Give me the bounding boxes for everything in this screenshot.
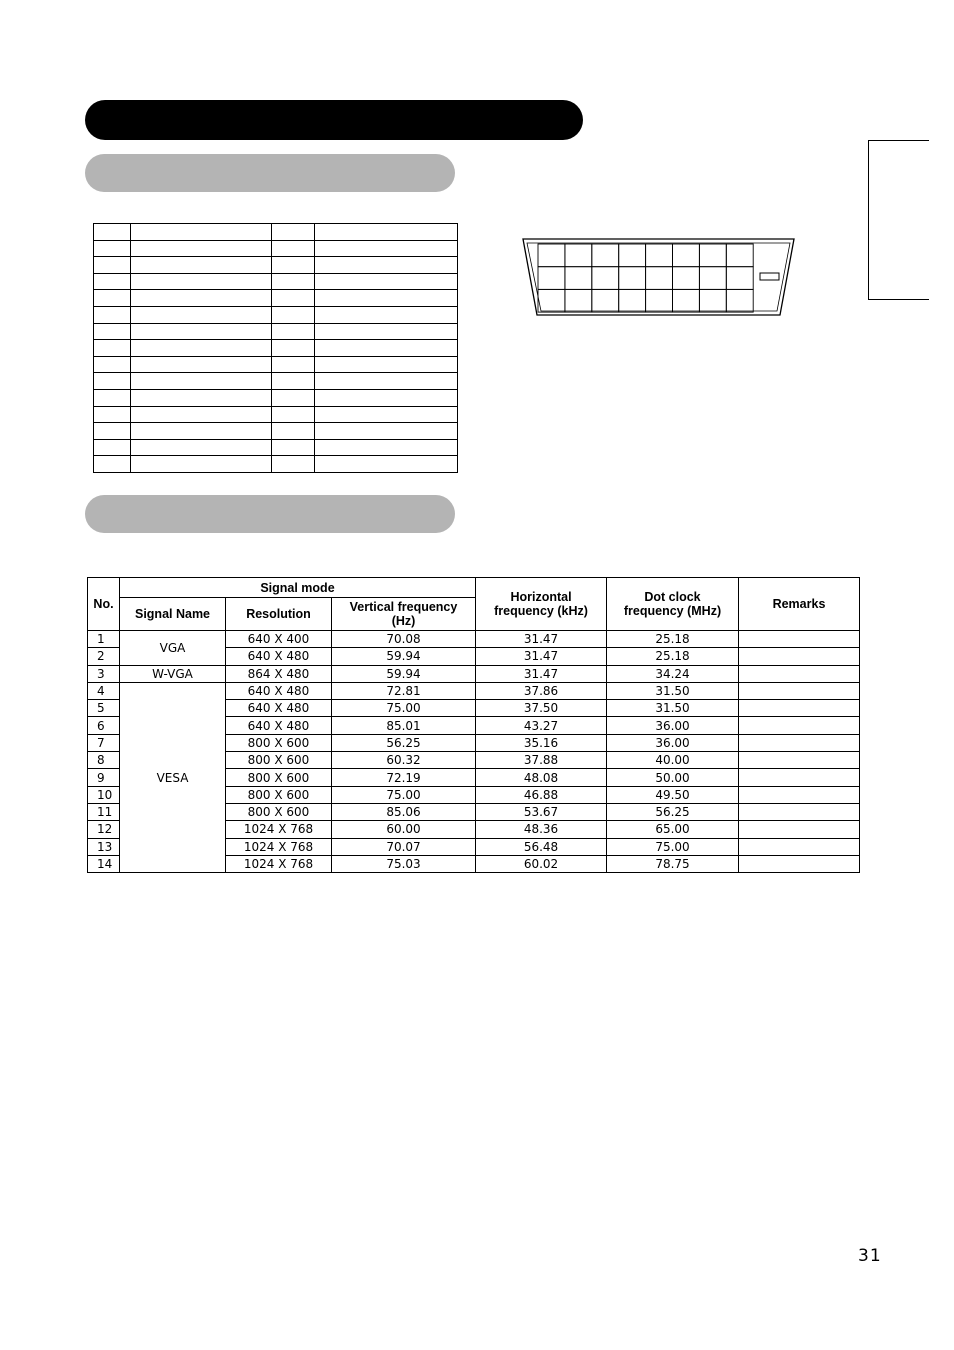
pin-row <box>94 340 458 357</box>
pin-cell <box>131 373 272 390</box>
cell-no: 2 <box>88 648 120 665</box>
cell-vertical-frequency: 56.25 <box>332 734 476 751</box>
connector-pin <box>565 244 592 267</box>
connector-pin <box>565 289 592 312</box>
pin-cell <box>131 323 272 340</box>
cell-horizontal-frequency: 48.36 <box>476 821 607 838</box>
cell-dot-clock: 34.24 <box>607 665 739 682</box>
cell-dot-clock: 31.50 <box>607 682 739 699</box>
pin-cell <box>94 224 131 241</box>
cell-vertical-frequency: 72.19 <box>332 769 476 786</box>
cell-resolution: 1024 X 768 <box>226 855 332 872</box>
pin-row <box>94 373 458 390</box>
pin-cell <box>315 406 458 423</box>
pin-cell <box>272 456 315 473</box>
connector-pin <box>565 267 592 290</box>
pin-cell <box>315 306 458 323</box>
pin-cell <box>94 323 131 340</box>
pin-cell <box>272 373 315 390</box>
cell-no: 1 <box>88 631 120 648</box>
cell-dot-clock: 50.00 <box>607 769 739 786</box>
cell-horizontal-frequency: 48.08 <box>476 769 607 786</box>
cell-remarks <box>739 821 860 838</box>
cell-vertical-frequency: 70.08 <box>332 631 476 648</box>
cell-resolution: 640 X 400 <box>226 631 332 648</box>
cell-no: 3 <box>88 665 120 682</box>
pin-cell <box>94 406 131 423</box>
header-signal-name: Signal Name <box>120 598 226 631</box>
pin-cell <box>131 290 272 307</box>
connector-pin <box>538 289 565 312</box>
pin-row <box>94 456 458 473</box>
pin-assignment-table <box>93 223 458 473</box>
cell-resolution: 640 X 480 <box>226 648 332 665</box>
cell-resolution: 1024 X 768 <box>226 821 332 838</box>
cell-no: 10 <box>88 786 120 803</box>
cell-remarks <box>739 665 860 682</box>
cell-vertical-frequency: 85.06 <box>332 803 476 820</box>
pin-cell <box>131 423 272 440</box>
pin-cell <box>131 240 272 257</box>
pin-row <box>94 290 458 307</box>
connector-pin <box>726 244 753 267</box>
table-row <box>88 631 860 648</box>
pin-cell <box>131 456 272 473</box>
pin-cell <box>272 306 315 323</box>
cell-no: 8 <box>88 752 120 769</box>
pin-cell <box>94 373 131 390</box>
pin-cell <box>272 290 315 307</box>
cell-vertical-frequency: 75.00 <box>332 700 476 717</box>
pin-cell <box>131 439 272 456</box>
cell-no: 9 <box>88 769 120 786</box>
pin-cell <box>94 290 131 307</box>
pin-row <box>94 439 458 456</box>
cell-dot-clock: 78.75 <box>607 855 739 872</box>
cell-vertical-frequency: 75.03 <box>332 855 476 872</box>
pin-cell <box>131 306 272 323</box>
pin-cell <box>315 257 458 274</box>
pin-cell <box>315 240 458 257</box>
connector-pin <box>592 289 619 312</box>
header-dot-clock: Dot clock frequency (MHz) <box>607 578 739 631</box>
pin-cell <box>94 456 131 473</box>
cell-signal-name: VGA <box>120 631 226 666</box>
cell-remarks <box>739 717 860 734</box>
cell-vertical-frequency: 60.32 <box>332 752 476 769</box>
pin-row <box>94 356 458 373</box>
pin-row <box>94 423 458 440</box>
pin-row <box>94 306 458 323</box>
pin-cell <box>94 423 131 440</box>
cell-horizontal-frequency: 43.27 <box>476 717 607 734</box>
header-vertical-frequency: Vertical frequency (Hz) <box>332 598 476 631</box>
pin-cell <box>272 340 315 357</box>
cell-vertical-frequency: 72.81 <box>332 682 476 699</box>
cell-dot-clock: 65.00 <box>607 821 739 838</box>
cell-remarks <box>739 752 860 769</box>
cell-no: 4 <box>88 682 120 699</box>
pin-cell <box>131 224 272 241</box>
connector-pin <box>538 267 565 290</box>
table-row <box>88 665 860 682</box>
connector-pin <box>538 244 565 267</box>
cell-resolution: 640 X 480 <box>226 700 332 717</box>
cell-remarks <box>739 734 860 751</box>
cell-resolution: 864 X 480 <box>226 665 332 682</box>
cell-vertical-frequency: 59.94 <box>332 665 476 682</box>
cell-dot-clock: 56.25 <box>607 803 739 820</box>
cell-resolution: 640 X 480 <box>226 717 332 734</box>
cell-horizontal-frequency: 31.47 <box>476 648 607 665</box>
header-horizontal-frequency: Horizontal frequency (kHz) <box>476 578 607 631</box>
pin-cell <box>94 439 131 456</box>
subsection-bar-signal-timing <box>85 495 455 533</box>
pin-cell <box>315 389 458 406</box>
cell-resolution: 1024 X 768 <box>226 838 332 855</box>
connector-key-slot <box>760 273 779 280</box>
cell-resolution: 800 X 600 <box>226 786 332 803</box>
cell-horizontal-frequency: 37.86 <box>476 682 607 699</box>
cell-horizontal-frequency: 37.88 <box>476 752 607 769</box>
pin-cell <box>94 273 131 290</box>
cell-remarks <box>739 631 860 648</box>
pin-cell <box>94 356 131 373</box>
cell-remarks <box>739 838 860 855</box>
pin-cell <box>131 273 272 290</box>
cell-vertical-frequency: 70.07 <box>332 838 476 855</box>
pin-row <box>94 389 458 406</box>
cell-remarks <box>739 648 860 665</box>
cell-vertical-frequency: 75.00 <box>332 786 476 803</box>
connector-pin <box>673 289 700 312</box>
cell-remarks <box>739 786 860 803</box>
cell-horizontal-frequency: 31.47 <box>476 665 607 682</box>
pin-cell <box>315 273 458 290</box>
connector-pin <box>619 244 646 267</box>
cell-resolution: 800 X 600 <box>226 803 332 820</box>
cell-remarks <box>739 769 860 786</box>
section-title-bar <box>85 100 583 140</box>
cell-no: 12 <box>88 821 120 838</box>
pin-cell <box>272 423 315 440</box>
connector-pin <box>699 289 726 312</box>
header-no: No. <box>88 578 120 631</box>
cell-no: 13 <box>88 838 120 855</box>
pin-cell <box>94 240 131 257</box>
connector-pin <box>592 244 619 267</box>
cell-dot-clock: 36.00 <box>607 717 739 734</box>
connector-pin <box>592 267 619 290</box>
cell-horizontal-frequency: 53.67 <box>476 803 607 820</box>
pin-cell <box>315 340 458 357</box>
cell-horizontal-frequency: 46.88 <box>476 786 607 803</box>
subsection-bar-pin-assignment <box>85 154 455 192</box>
pin-cell <box>272 273 315 290</box>
pin-cell <box>272 356 315 373</box>
cell-dot-clock: 25.18 <box>607 648 739 665</box>
pin-cell <box>272 323 315 340</box>
table-row <box>88 682 860 699</box>
connector-pin <box>726 267 753 290</box>
cell-dot-clock: 25.18 <box>607 631 739 648</box>
connector-pin <box>673 267 700 290</box>
connector-pin <box>619 289 646 312</box>
cell-horizontal-frequency: 31.47 <box>476 631 607 648</box>
cell-vertical-frequency: 60.00 <box>332 821 476 838</box>
pin-cell <box>94 257 131 274</box>
pin-cell <box>272 406 315 423</box>
cell-dot-clock: 75.00 <box>607 838 739 855</box>
pin-row <box>94 406 458 423</box>
pin-cell <box>315 456 458 473</box>
connector-pin <box>619 267 646 290</box>
connector-pin <box>646 267 673 290</box>
pin-cell <box>94 306 131 323</box>
cell-signal-name: W-VGA <box>120 665 226 682</box>
cell-dot-clock: 40.00 <box>607 752 739 769</box>
pin-cell <box>272 240 315 257</box>
cell-remarks <box>739 803 860 820</box>
page-number: 31 <box>858 1246 882 1266</box>
cell-vertical-frequency: 85.01 <box>332 717 476 734</box>
cell-resolution: 800 X 600 <box>226 769 332 786</box>
header-remarks: Remarks <box>739 578 860 631</box>
cell-dot-clock: 36.00 <box>607 734 739 751</box>
cell-resolution: 800 X 600 <box>226 734 332 751</box>
pin-cell <box>315 356 458 373</box>
pin-cell <box>94 340 131 357</box>
pin-cell <box>315 224 458 241</box>
connector-pin <box>646 244 673 267</box>
pin-cell <box>315 423 458 440</box>
pin-cell <box>131 340 272 357</box>
cell-horizontal-frequency: 60.02 <box>476 855 607 872</box>
connector-pin <box>646 289 673 312</box>
cell-vertical-frequency: 59.94 <box>332 648 476 665</box>
pin-row <box>94 323 458 340</box>
signal-timing-table <box>87 577 860 873</box>
pin-cell <box>94 389 131 406</box>
pin-cell <box>272 224 315 241</box>
cell-no: 14 <box>88 855 120 872</box>
pin-row <box>94 224 458 241</box>
cell-resolution: 800 X 600 <box>226 752 332 769</box>
pin-cell <box>315 323 458 340</box>
cell-horizontal-frequency: 56.48 <box>476 838 607 855</box>
pin-cell <box>315 373 458 390</box>
connector-pin <box>673 244 700 267</box>
pin-cell <box>131 406 272 423</box>
connector-pin-grid <box>538 244 753 312</box>
cell-horizontal-frequency: 35.16 <box>476 734 607 751</box>
pin-cell <box>131 389 272 406</box>
cell-dot-clock: 49.50 <box>607 786 739 803</box>
pin-row <box>94 273 458 290</box>
cell-no: 11 <box>88 803 120 820</box>
pin-cell <box>315 290 458 307</box>
pin-row <box>94 257 458 274</box>
pin-cell <box>131 356 272 373</box>
dvi-connector-diagram <box>520 236 800 318</box>
cell-no: 6 <box>88 717 120 734</box>
cell-signal-name: VESA <box>120 682 226 872</box>
connector-pin <box>726 289 753 312</box>
cell-resolution: 640 X 480 <box>226 682 332 699</box>
header-resolution: Resolution <box>226 598 332 631</box>
cell-no: 7 <box>88 734 120 751</box>
cell-horizontal-frequency: 37.50 <box>476 700 607 717</box>
pin-cell <box>272 439 315 456</box>
connector-pin <box>699 244 726 267</box>
pin-cell <box>272 257 315 274</box>
cell-dot-clock: 31.50 <box>607 700 739 717</box>
connector-pin <box>699 267 726 290</box>
pin-cell <box>131 257 272 274</box>
side-index-tab <box>868 140 929 300</box>
pin-row <box>94 240 458 257</box>
header-signal-mode: Signal mode <box>120 578 476 598</box>
pin-cell <box>315 439 458 456</box>
cell-remarks <box>739 682 860 699</box>
cell-remarks <box>739 700 860 717</box>
cell-no: 5 <box>88 700 120 717</box>
pin-cell <box>272 389 315 406</box>
cell-remarks <box>739 855 860 872</box>
